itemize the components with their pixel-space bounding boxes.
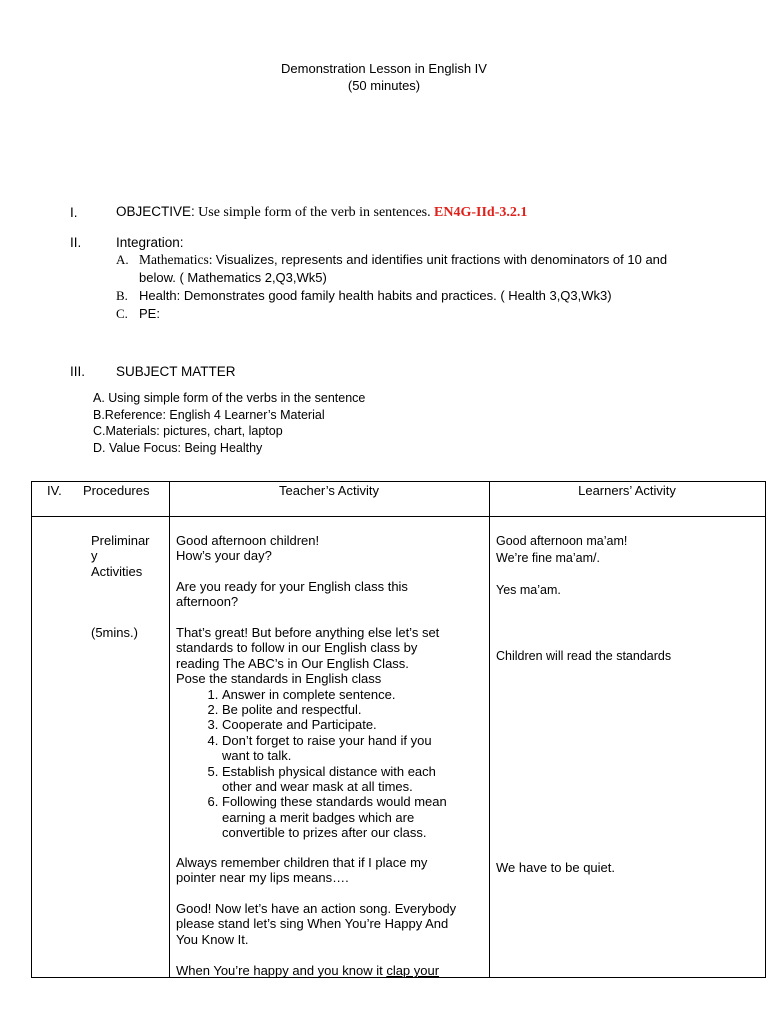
standard-text: Following these standards would mean xyxy=(222,794,447,810)
teacher-activity xyxy=(176,963,439,978)
learners-activity: Children will read the standards xyxy=(496,649,672,663)
subject-matter-line: D. Value Focus: Being Healthy xyxy=(93,440,263,455)
standard-text: Be polite and respectful. xyxy=(222,702,362,718)
standard-text: Don’t forget to raise your hand if you xyxy=(222,732,432,748)
teacher-line: please stand let’s sing When You’re Happy And xyxy=(176,916,449,932)
header-learners-activity: Learners’ Activity xyxy=(578,483,676,498)
integration-item-b-subject: Health: xyxy=(139,288,181,303)
learners-activity xyxy=(496,533,627,566)
teacher-line: Are you ready for your English class this xyxy=(176,579,408,594)
standard-item xyxy=(222,794,447,840)
subject-matter-number: III. xyxy=(70,364,86,379)
title-line-1: Demonstration Lesson in English IV xyxy=(281,61,487,76)
teacher-line: afternoon? xyxy=(176,594,239,610)
song-lyric: When You’re happy and you know it xyxy=(176,963,387,978)
teacher-line: standards to follow in our English class by xyxy=(176,640,418,656)
subject-matter-list xyxy=(93,390,365,456)
standards-list xyxy=(176,687,447,841)
integration-item-c xyxy=(139,305,160,323)
header-procedures: Procedures xyxy=(83,483,150,498)
teacher-activity xyxy=(176,579,408,610)
teacher-line: Good! Now let’s have an action song. Everybody xyxy=(176,901,457,916)
standard-item xyxy=(222,717,447,732)
integration-item-a xyxy=(139,251,667,287)
table-divider xyxy=(489,482,490,977)
title-line-2: (50 minutes) xyxy=(347,78,421,93)
standard-item xyxy=(222,764,447,795)
teacher-activity xyxy=(176,533,319,564)
song-lyric-underlined: clap your xyxy=(386,963,440,978)
standard-text: convertible to prizes after our class. xyxy=(222,825,427,841)
learners-activity: Yes ma’am. xyxy=(496,583,561,597)
objective-line xyxy=(116,204,527,221)
subject-matter-label: SUBJECT MATTER xyxy=(116,364,236,379)
subject-matter-line: A. Using simple form of the verbs in the sentence xyxy=(93,391,366,405)
teacher-activity xyxy=(176,625,447,841)
integration-item-a-letter: A. xyxy=(116,252,129,267)
learner-line: Good afternoon ma’am! xyxy=(496,534,628,548)
standard-item xyxy=(222,702,447,717)
teacher-line: pointer near my lips means…. xyxy=(176,870,349,886)
document-title xyxy=(0,60,768,94)
standard-item xyxy=(222,687,447,702)
objective-code: EN4G-IId-3.2.1 xyxy=(434,205,528,220)
procedure-name xyxy=(91,533,150,579)
objective-label: OBJECTIVE: xyxy=(116,204,195,219)
subject-matter-line: C.Materials: pictures, chart, laptop xyxy=(93,424,283,438)
procedure-line: Preliminar xyxy=(91,533,150,548)
learner-line: We’re fine ma’am/. xyxy=(496,550,600,565)
procedures-table xyxy=(31,481,766,978)
teacher-activity xyxy=(176,901,456,947)
teacher-line: reading The ABC’s in Our English Class. xyxy=(176,655,409,671)
standard-text: Answer in complete sentence. xyxy=(222,686,396,702)
objective-text: Use simple form of the verb in sentences. xyxy=(198,205,431,220)
teacher-activity xyxy=(176,855,427,886)
header-num: IV. xyxy=(47,483,62,498)
integration-item-c-subject: PE: xyxy=(139,306,160,321)
teacher-line: Good afternoon children! xyxy=(176,533,320,548)
table-divider xyxy=(32,516,765,517)
integration-item-b-letter: B. xyxy=(116,288,128,303)
procedure-line: y xyxy=(91,548,98,564)
standard-text: Cooperate and Participate. xyxy=(222,717,377,733)
header-teacher-activity: Teacher’s Activity xyxy=(279,483,379,498)
subject-matter-line: B.Reference: English 4 Learner’s Material xyxy=(93,407,325,422)
standard-text: want to talk. xyxy=(222,748,292,764)
integration-item-b-line1: Demonstrates good family health habits and practices. ( Health 3,Q3,Wk3) xyxy=(183,288,612,303)
integration-item-c-letter: C. xyxy=(116,306,128,321)
teacher-line: Pose the standards in English class xyxy=(176,671,382,687)
standard-item xyxy=(222,733,447,764)
standard-text: Establish physical distance with each xyxy=(222,763,436,779)
integration-item-b xyxy=(139,287,612,305)
teacher-line: That’s great! But before anything else let’s set xyxy=(176,625,440,640)
procedure-line: Activities xyxy=(91,563,143,579)
teacher-line: Always remember children that if I place my xyxy=(176,855,428,870)
teacher-line: You Know It. xyxy=(176,931,249,947)
procedure-time: (5mins.) xyxy=(91,625,138,640)
integration-number: II. xyxy=(70,235,82,250)
learners-activity: We have to be quiet. xyxy=(496,860,616,875)
integration-item-a-line1: Visualizes, represents and identifies unit fractions with denominators of 10 and xyxy=(215,252,668,267)
objective-number: I. xyxy=(70,205,78,220)
standard-text: other and wear mask at all times. xyxy=(222,779,413,795)
teacher-line: How’s your day? xyxy=(176,548,272,564)
table-divider xyxy=(169,482,170,977)
integration-item-a-line2: below. ( Mathematics 2,Q3,Wk5) xyxy=(139,270,327,285)
integration-label: Integration: xyxy=(116,235,184,250)
standard-text: earning a merit badges which are xyxy=(222,809,415,825)
integration-item-a-subject: Mathematics: xyxy=(139,252,213,267)
